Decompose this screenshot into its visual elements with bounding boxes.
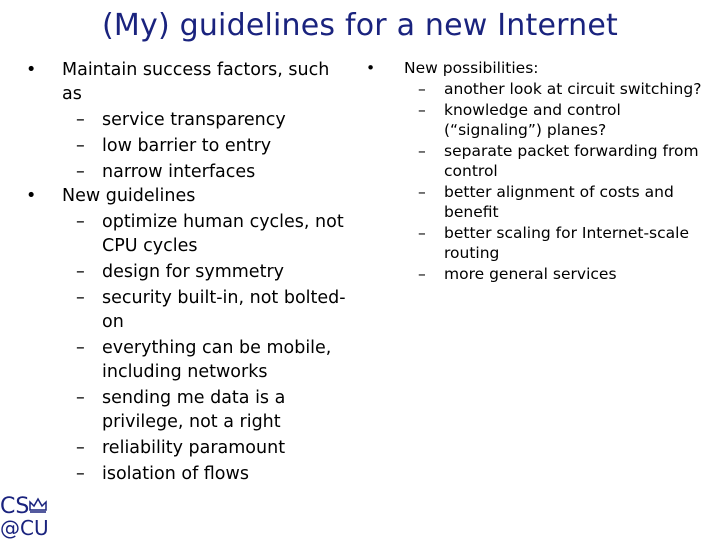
bullet-text: New guidelines	[62, 186, 196, 206]
sub-item	[404, 141, 706, 181]
sub-item-text: isolation of flows	[102, 464, 249, 484]
sub-item-text: security built-in, not bolted-on	[102, 288, 346, 332]
dash-marker: –	[76, 212, 85, 232]
sub-list	[62, 210, 346, 486]
dash-marker: –	[76, 110, 85, 130]
bullet-item	[26, 184, 346, 486]
dash-marker: –	[418, 224, 426, 242]
dash-marker: –	[76, 162, 85, 182]
logo-cu-text: @CU	[0, 516, 49, 540]
dash-marker: –	[418, 101, 426, 119]
dash-marker: –	[418, 183, 426, 201]
sub-item-text: everything can be mobile, including networks	[102, 338, 332, 382]
sub-item-text: more general services	[444, 265, 617, 283]
dash-marker: –	[76, 288, 85, 308]
sub-item	[404, 100, 706, 140]
dash-marker: –	[76, 388, 85, 408]
dash-marker: –	[418, 142, 426, 160]
left-column	[26, 58, 346, 486]
sub-item	[62, 336, 346, 384]
dash-marker: –	[418, 80, 426, 98]
right-column	[366, 58, 706, 284]
sub-item	[62, 210, 346, 258]
bullet-marker: •	[26, 60, 37, 80]
sub-list	[404, 79, 706, 284]
sub-item	[62, 462, 346, 486]
bullet-item	[26, 58, 346, 184]
crown-icon	[28, 496, 48, 514]
cs-cu-logo	[0, 494, 52, 540]
bullet-item	[366, 58, 706, 284]
sub-item-text: design for symmetry	[102, 262, 284, 282]
sub-item	[62, 160, 346, 184]
sub-item	[62, 436, 346, 460]
sub-item	[404, 182, 706, 222]
sub-item-text: another look at circuit switching?	[444, 80, 702, 98]
logo-cs-text: CS	[0, 494, 30, 519]
slide-title: (My) guidelines for a new Internet	[102, 8, 618, 43]
sub-item-text: sending me data is a privilege, not a right	[102, 388, 286, 432]
dash-marker: –	[76, 262, 85, 282]
bullet-marker: •	[366, 59, 376, 77]
bullet-text: Maintain success factors, such as	[62, 60, 330, 104]
bullet-text: New possibilities:	[404, 59, 539, 77]
sub-item-text: better alignment of costs and benefit	[444, 183, 674, 221]
sub-item-text: service transparency	[102, 110, 286, 130]
sub-item	[404, 223, 706, 263]
sub-item-text: knowledge and control (“signaling”) planes?	[444, 101, 621, 139]
dash-marker: –	[76, 438, 85, 458]
dash-marker: –	[76, 136, 85, 156]
sub-item	[62, 108, 346, 132]
sub-item	[62, 260, 346, 284]
sub-item	[62, 386, 346, 434]
sub-item-text: separate packet forwarding from control	[444, 142, 699, 180]
dash-marker: –	[76, 464, 85, 484]
dash-marker: –	[76, 338, 85, 358]
sub-item-text: narrow interfaces	[102, 162, 256, 182]
sub-item-text: better scaling for Internet-scale routing	[444, 224, 689, 262]
sub-item	[404, 79, 706, 99]
sub-item-text: optimize human cycles, not CPU cycles	[102, 212, 344, 256]
sub-item-text: reliability paramount	[102, 438, 286, 458]
bullet-marker: •	[26, 186, 37, 206]
sub-list	[62, 108, 346, 184]
dash-marker: –	[418, 265, 426, 283]
sub-item	[62, 134, 346, 158]
sub-item-text: low barrier to entry	[102, 136, 272, 156]
sub-item	[62, 286, 346, 334]
sub-item	[404, 264, 706, 284]
